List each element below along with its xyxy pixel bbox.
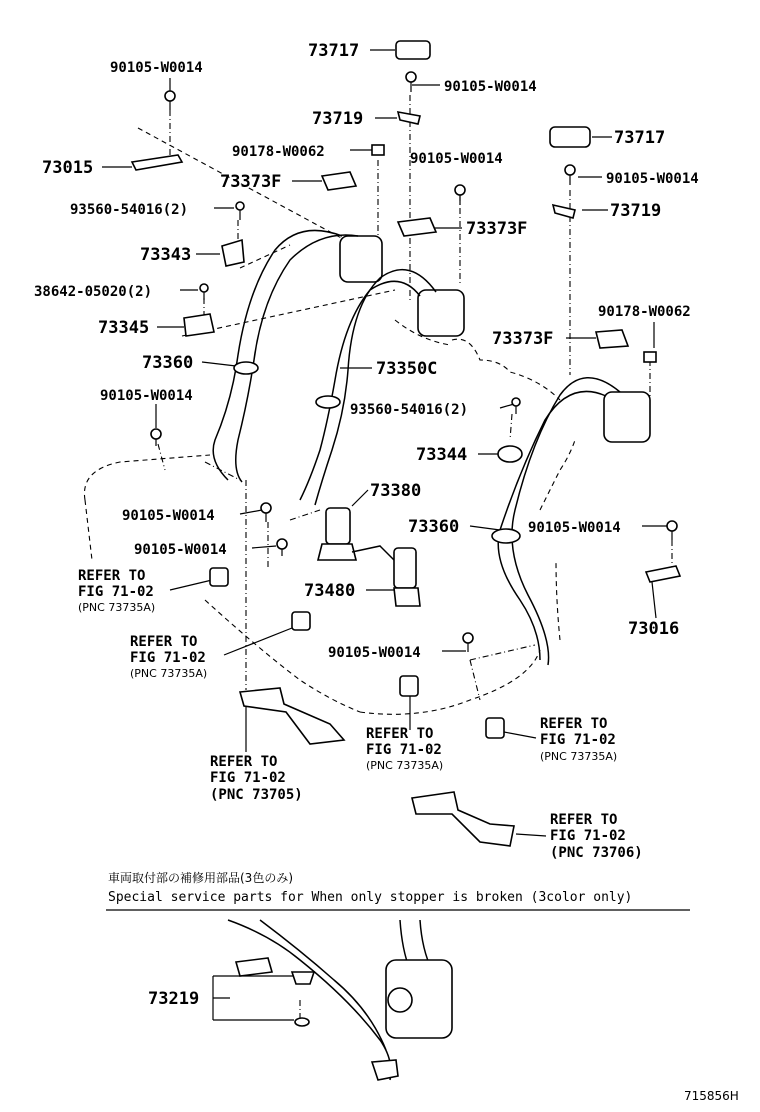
- anchor-belt-73705: [240, 688, 344, 744]
- svg-text:FIG 71-02: FIG 71-02: [540, 732, 616, 748]
- svg-text:REFER TO: REFER TO: [130, 634, 198, 650]
- part-number-labels: [34, 41, 699, 1009]
- bolt-93560-b: [512, 398, 520, 414]
- label-90105-c2: 90105-W0014: [134, 542, 227, 558]
- bracket-73343: [222, 240, 244, 266]
- label-73360-left: 73360: [142, 353, 194, 373]
- refer-r1: [78, 568, 155, 614]
- svg-text:REFER TO: REFER TO: [78, 568, 146, 584]
- bolt-c1: [261, 503, 271, 522]
- bolt-73719: [406, 72, 416, 92]
- label-93560-b: 93560-54016(2): [350, 402, 469, 418]
- label-73219: 73219: [148, 989, 200, 1009]
- buckle-73480: [394, 548, 416, 588]
- nut-90178-a: [372, 145, 384, 155]
- nut-90178-b: [644, 352, 656, 362]
- label-73350c: 73350C: [376, 359, 438, 379]
- svg-text:FIG 71-02: FIG 71-02: [130, 650, 206, 666]
- note-japanese: 車両取付部の補修用部品(3色のみ): [108, 871, 293, 885]
- label-90105-top: 90105-W0014: [444, 79, 537, 95]
- stopper-button: [292, 972, 314, 984]
- label-93560-a: 93560-54016(2): [70, 202, 189, 218]
- refer-r5: [210, 754, 303, 803]
- svg-text:FIG 71-02: FIG 71-02: [550, 828, 626, 844]
- label-73373f-b: 73373F: [466, 219, 528, 239]
- svg-text:FIG 71-02: FIG 71-02: [210, 770, 286, 786]
- guide-73344: [498, 446, 522, 462]
- figure-id: 715856H: [684, 1089, 739, 1103]
- svg-text:FIG 71-02: FIG 71-02: [366, 742, 442, 758]
- anchor-belt-73706: [412, 792, 514, 846]
- bolt-right: [565, 165, 575, 185]
- cover-73373f-c: [596, 330, 628, 348]
- label-90178-a: 90178-W0062: [232, 144, 325, 160]
- label-73373f-c: 73373F: [492, 329, 554, 349]
- stopper-washer: [295, 1018, 309, 1026]
- label-73344: 73344: [416, 445, 468, 465]
- label-73360-right: 73360: [408, 517, 460, 537]
- svg-text:(PNC 73706): (PNC 73706): [550, 845, 643, 861]
- anchor-clip-r3: [400, 676, 418, 696]
- label-90105-top-left: 90105-W0014: [110, 60, 203, 76]
- bolt-38642: [200, 284, 208, 300]
- plate-73016: [646, 566, 680, 582]
- svg-text:(PNC 73735A): (PNC 73735A): [130, 667, 208, 680]
- retractor-left: [340, 236, 382, 282]
- cover-73373f-a: [322, 172, 356, 190]
- label-73719-right: 73719: [610, 201, 662, 221]
- label-73015: 73015: [42, 158, 94, 178]
- svg-text:(PNC 73705): (PNC 73705): [210, 787, 303, 803]
- cover-73717-top: [396, 41, 430, 59]
- refer-r4: [540, 716, 617, 763]
- buckle-73380: [326, 508, 350, 544]
- svg-text:(PNC 73735A): (PNC 73735A): [366, 759, 444, 772]
- label-73016: 73016: [628, 619, 680, 639]
- bracket-73345: [184, 314, 214, 336]
- note-english: Special service parts for When only stopper is broken (3color only): [108, 890, 633, 905]
- retractor-center: [418, 290, 464, 336]
- cover-73373f-b: [398, 218, 436, 236]
- svg-text:FIG 71-02: FIG 71-02: [78, 584, 154, 600]
- label-73380: 73380: [370, 481, 422, 501]
- anchor-clip-r4: [486, 718, 504, 738]
- plate-73719a: [398, 112, 420, 124]
- bolt-r2: [667, 521, 677, 540]
- label-73373f-a: 73373F: [220, 172, 282, 192]
- label-90105-c1: 90105-W0014: [122, 508, 215, 524]
- plate-73015: [132, 155, 182, 170]
- label-90178-b: 90178-W0062: [598, 304, 691, 320]
- refer-r2: [130, 634, 207, 680]
- bolt-mid: [455, 185, 465, 205]
- svg-text:REFER TO: REFER TO: [550, 812, 618, 828]
- label-90105-right: 90105-W0014: [606, 171, 699, 187]
- plate-73719b: [553, 205, 575, 218]
- label-90105-left: 90105-W0014: [100, 388, 193, 404]
- svg-text:REFER TO: REFER TO: [210, 754, 278, 770]
- label-73480: 73480: [304, 581, 356, 601]
- bolt-b: [463, 633, 473, 652]
- svg-text:REFER TO: REFER TO: [540, 716, 608, 732]
- svg-text:REFER TO: REFER TO: [366, 726, 434, 742]
- bolt-c2: [277, 539, 287, 556]
- cover-73717-right: [550, 127, 590, 147]
- label-38642: 38642-05020(2): [34, 284, 153, 300]
- svg-text:(PNC 73735A): (PNC 73735A): [78, 601, 156, 614]
- label-73719-top: 73719: [312, 109, 364, 129]
- hardware-parts: [132, 41, 680, 738]
- label-73345: 73345: [98, 318, 150, 338]
- svg-text:(PNC 73735A): (PNC 73735A): [540, 750, 618, 763]
- bolt-top: [165, 91, 175, 110]
- label-73717-right: 73717: [614, 128, 666, 148]
- label-90105-mid: 90105-W0014: [410, 151, 503, 167]
- label-90105-bottom: 90105-W0014: [328, 645, 421, 661]
- bolt-left: [151, 429, 161, 446]
- refer-r6: [550, 812, 643, 861]
- retractor-right: [604, 392, 650, 442]
- refer-r3: [366, 726, 443, 772]
- anchor-clip-r1: [210, 568, 228, 586]
- anchor-clip-r2: [292, 612, 310, 630]
- label-73343: 73343: [140, 245, 192, 265]
- label-90105-r2: 90105-W0014: [528, 520, 621, 536]
- label-73717-top: 73717: [308, 41, 360, 61]
- bolt-93560-a: [236, 202, 244, 220]
